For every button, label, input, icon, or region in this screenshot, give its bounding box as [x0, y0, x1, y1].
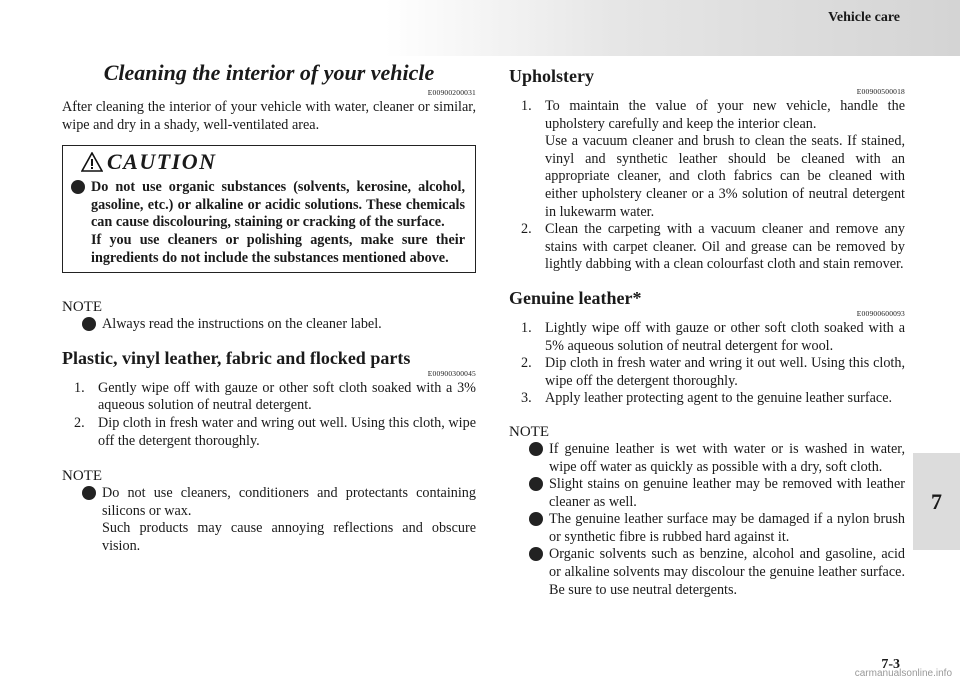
caution-text-2: If you use cleaners or polishing agents, make sure their ingredients do not include the substances mentioned above. — [91, 231, 465, 266]
note-item — [82, 316, 476, 334]
step-item — [509, 390, 905, 408]
running-header: Vehicle care — [828, 10, 900, 25]
subsection-code: E00900600093 — [856, 308, 905, 318]
bullet-icon — [82, 486, 96, 500]
note-text: Always read the instructions on the cleaner label. — [102, 316, 382, 333]
step-text: To maintain the value of your new vehicle, handle the upholstery carefully and keep the interior clean. — [545, 98, 905, 132]
subsection-code: E00900500018 — [856, 87, 905, 96]
note-label: NOTE — [62, 468, 102, 485]
step-number: 3. — [521, 390, 532, 407]
step-item — [509, 98, 905, 221]
step-number: 2. — [521, 355, 532, 372]
note-list — [509, 441, 905, 599]
left-column — [62, 60, 476, 556]
bullet-icon — [529, 547, 543, 561]
note-label: NOTE — [509, 423, 549, 440]
note-text: Slight stains on genuine leather may be removed with leather cleaner as well. — [549, 476, 905, 510]
page-number: 7-3 — [881, 657, 900, 672]
subsection-title-upholstery: Upholstery — [509, 66, 594, 86]
section-title: Cleaning the interior of your vehicle — [103, 60, 435, 85]
step-text: Lightly wipe off with gauze or other soft cloth soaked with a 5% aqueous solution of neutral detergent for wool. — [545, 319, 905, 354]
step-extra-text: Use a vacuum cleaner and brush to clean the seats. If stained, vinyl and synthetic leather should be cleaned with an appropriate cleaner, and cloth fabrics can be cleaned with either upholstery cleaner or a 3% solution of neutral detergent in lukewarm water. — [545, 133, 905, 220]
bullet-icon — [529, 512, 543, 526]
step-item — [509, 355, 905, 390]
note-item — [529, 476, 905, 511]
note-text: If genuine leather is wet with water or is washed in water, wipe off water as quickly as possible with a dry, soft cloth. — [549, 440, 905, 475]
step-item — [62, 380, 476, 415]
step-text: Dip cloth in fresh water and wring it out well. Using this cloth, wipe off the detergent thoroughly. — [545, 355, 905, 389]
note-item — [529, 511, 905, 546]
bullet-icon — [529, 442, 543, 456]
header-band — [385, 0, 960, 56]
caution-text-1: Do not use organic substances (solvents, kerosine, alcohol, gasoline, etc.) or alkaline or acidic solutions. These chemicals can cause discolouring, staining or cracking of the surface. — [91, 179, 465, 231]
intro-paragraph: After cleaning the interior of your vehicle with water, cleaner or similar, wipe and dry in a shady, well-ventilated area. — [62, 99, 476, 133]
note-list — [62, 485, 476, 555]
caution-title: CAUTION — [107, 149, 217, 175]
step-number: 1. — [74, 379, 85, 396]
note-text: The genuine leather surface may be damaged if a nylon brush or synthetic fibre is rubbed hard against it. — [549, 511, 905, 545]
note-item — [529, 546, 905, 599]
note-text: Do not use cleaners, conditioners and protectants containing silicons or wax. — [102, 485, 476, 519]
subsection-code: E00900300045 — [427, 368, 476, 378]
step-number: 1. — [521, 98, 532, 114]
step-number: 1. — [521, 319, 532, 336]
right-column — [509, 60, 905, 599]
note-list — [62, 316, 476, 334]
step-item — [509, 221, 905, 274]
steps-list — [509, 320, 905, 408]
step-text: Clean the carpeting with a vacuum cleaner and remove any stains with carpet cleaner. Oil and grease can be removed by lightly dabbing with a clean colourfast cloth and stain remover. — [545, 221, 905, 273]
caution-item — [71, 179, 465, 267]
step-text: Dip cloth in fresh water and wring out well. Using this cloth, wipe off the detergent thoroughly. — [98, 414, 476, 449]
steps-list — [62, 380, 476, 450]
step-item — [62, 415, 476, 450]
step-text: Gently wipe off with gauze or other soft cloth soaked with a 3% aqueous solution of neutral detergent. — [98, 379, 476, 414]
caution-header — [81, 149, 465, 175]
step-item — [509, 320, 905, 355]
watermark: carmanualsonline.info — [854, 668, 952, 679]
step-number: 2. — [521, 221, 532, 238]
chapter-tab: 7 — [913, 453, 960, 550]
note-item — [82, 485, 476, 555]
caution-box — [62, 145, 476, 273]
note-extra-text: Such products may cause annoying reflections and obscure vision. — [102, 520, 476, 554]
subsection-title-leather: Genuine leather* — [509, 287, 642, 308]
subsection-title-plastic: Plastic, vinyl leather, fabric and flocked parts — [62, 347, 411, 368]
warning-triangle-icon — [81, 152, 103, 172]
note-item — [529, 441, 905, 476]
note-text: Organic solvents such as benzine, alcohol and gasoline, acid or alkaline solvents may discolour the genuine leather surface. Be sure to use neutral detergents. — [549, 546, 905, 598]
note-label: NOTE — [62, 299, 102, 316]
steps-list — [509, 98, 905, 274]
step-text: Apply leather protecting agent to the genuine leather surface. — [545, 390, 893, 407]
step-number: 2. — [74, 414, 85, 431]
bullet-icon — [529, 477, 543, 491]
bullet-icon — [71, 180, 85, 194]
section-code: E00900200031 — [427, 88, 476, 97]
bullet-icon — [82, 317, 96, 331]
